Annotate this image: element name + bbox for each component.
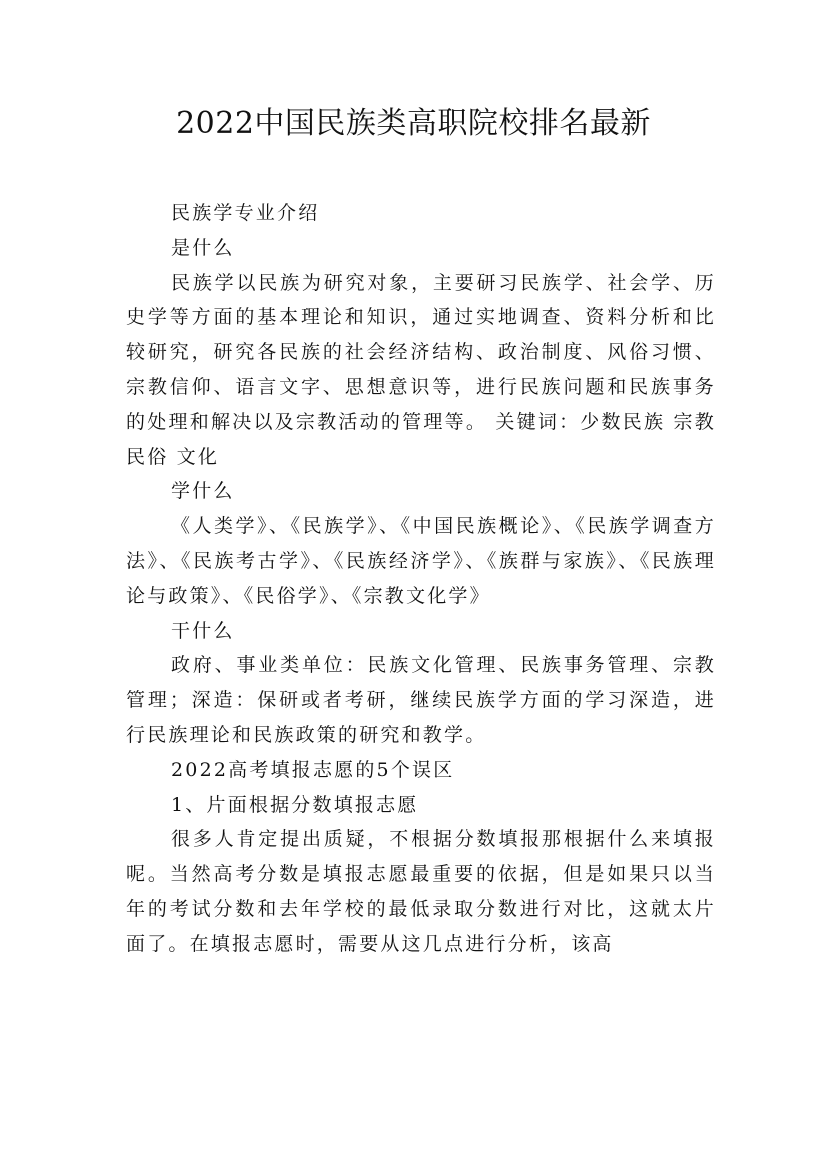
body-paragraph: 很多人肯定提出质疑，不根据分数填报那根据什么来填报呢。当然高考分数是填报志愿最重要的依据，但是如果只以当年的考试分数和去年学校的最低录取分数进行对比，这就太片面了。在填报志愿时，需要从这几点进行分析，该高 [126, 828, 716, 955]
body-paragraph: 政府、事业类单位：民族文化管理、民族事务管理、宗教管理；深造：保研或者考研，继续民族学方面的学习深造，进行民族理论和民族政策的研究和教学。 [126, 654, 716, 746]
section-heading: 民族学专业介绍 [171, 202, 320, 224]
document-body [126, 196, 716, 962]
body-paragraph: 民族学以民族为研究对象，主要研习民族学、社会学、历史学等方面的基本理论和知识，通过实地调查、资料分析和比较研究，研究各民族的社会经济结构、政治制度、风俗习惯、宗教信仰、语言文字、思想意识等，进行民族问题和民族事务的处理和解决以及宗教活动的管理等。 关键词：少数民族 宗教 民俗 文化 [126, 271, 716, 468]
subsection-heading: 1、片面根据分数填报志愿 [171, 793, 419, 816]
section-heading: 2022高考填报志愿的5个误区 [171, 758, 455, 781]
document-title: 2022中国民族类高职院校排名最新 [176, 106, 651, 141]
subsection-heading: 干什么 [171, 619, 235, 642]
subsection-heading: 是什么 [171, 236, 235, 259]
subsection-heading: 学什么 [171, 480, 235, 503]
body-paragraph: 《人类学》、《民族学》、《中国民族概论》、《民族学调查方法》、《民族考古学》、《民族经济学》、《族群与家族》、《民族理论与政策》、《民俗学》、《宗教文化学》 [126, 515, 716, 607]
